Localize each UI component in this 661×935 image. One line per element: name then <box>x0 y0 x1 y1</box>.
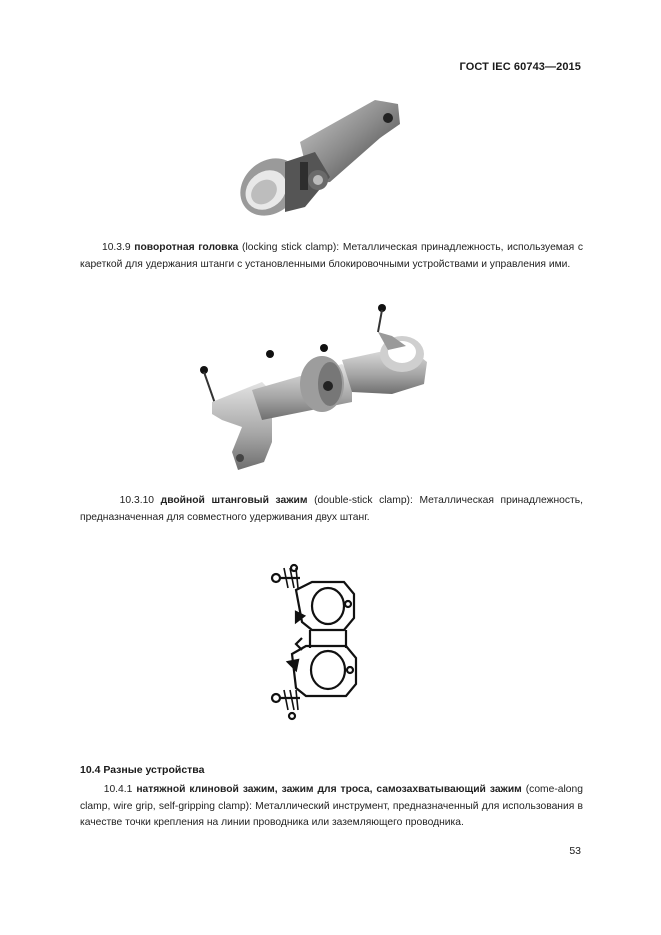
item-number: 10.4.1 <box>103 784 133 795</box>
definition-10-3-9 <box>80 240 583 273</box>
item-number: 10.3.9 <box>101 242 131 253</box>
double-stick-clamp-image <box>192 302 442 474</box>
page-number: 53 <box>569 845 581 857</box>
term: двойной штанговый зажим <box>160 495 308 506</box>
document-code-header: ГОСТ IEC 60743—2015 <box>459 61 581 73</box>
definition-10-3-10 <box>80 493 583 526</box>
locking-stick-clamp-image <box>230 92 410 232</box>
term: натяжной клиновой зажим, зажим для троса, самозахватывающий зажим <box>136 784 522 795</box>
definition-text: (come-along clamp, wire grip, self-gripping clamp): Металлический инструмент, предназначенный для использования в качестве точки крепления на линии проводника или заземляющего проводника. <box>80 784 583 828</box>
section-heading: 10.4 Разные устройства <box>80 764 205 776</box>
item-number: 10.3.10 <box>119 495 155 506</box>
definition-10-4-1 <box>80 782 583 832</box>
definition-text: (double-stick clamp): Металлическая принадлежность, предназначенная для совместного удерживания двух штанг. <box>80 495 583 523</box>
term: поворотная головка <box>134 242 239 253</box>
come-along-clamp-image <box>266 560 366 724</box>
definition-text: (locking stick clamp): Металлическая принадлежность, используемая с кареткой для удержания штанги с установленными блокировочными устройствами и управления ими. <box>80 242 583 270</box>
